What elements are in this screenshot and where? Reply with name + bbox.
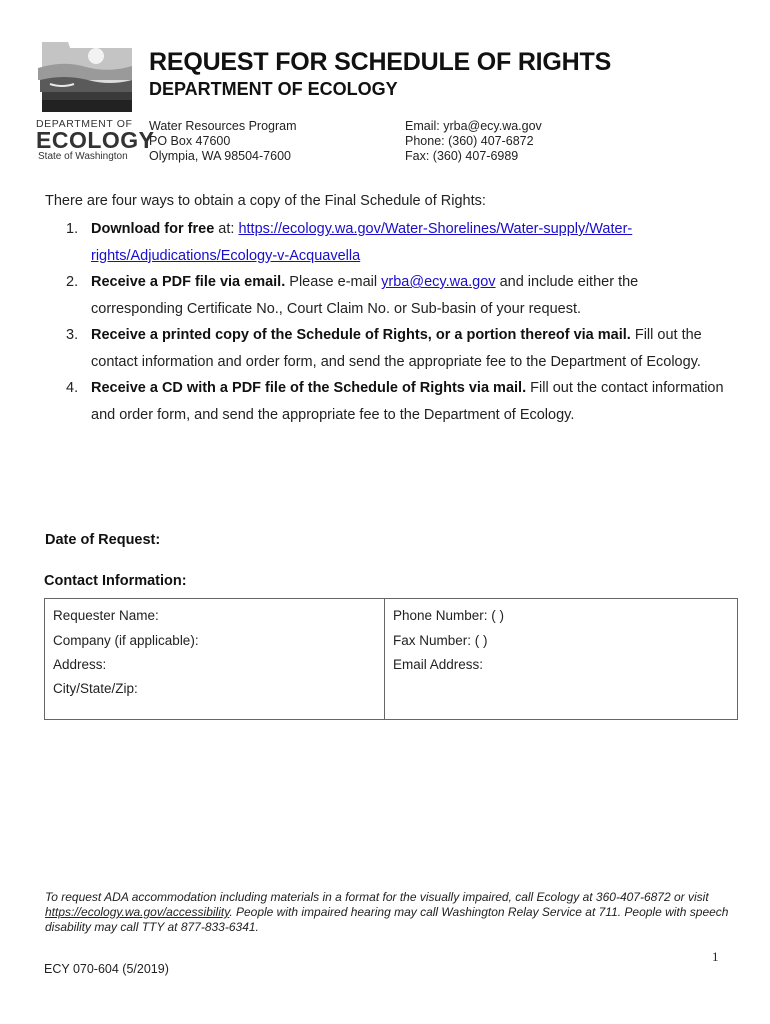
email-address-field[interactable]: Email Address:: [393, 657, 484, 672]
contact-email: Email: yrba@ecy.wa.gov: [405, 119, 542, 133]
list-item: [45, 269, 725, 322]
way-title: Receive a printed copy of the Schedule of Rights, or a portion thereof via mail.: [91, 327, 631, 343]
list-number: 3.: [66, 327, 79, 343]
accessibility-link[interactable]: https://ecology.wa.gov/accessibility: [45, 905, 230, 919]
city-state-zip-field[interactable]: City/State/Zip:: [53, 681, 138, 696]
way-text: at:: [214, 221, 239, 237]
mailing-address: [149, 119, 297, 164]
download-link[interactable]: https://ecology.wa.gov/Water-Shorelines/Water-supply/Water-rights/Adjudications/Ecology-v-Acquavella: [91, 221, 633, 264]
contact-block: [405, 119, 542, 164]
date-of-request-label: Date of Request:: [45, 532, 161, 548]
contact-information-table: [44, 598, 738, 720]
list-item: [45, 322, 725, 375]
way-title: Receive a CD with a PDF file of the Schedule of Rights via mail.: [91, 380, 527, 396]
ada-notice: [45, 890, 735, 935]
page-subtitle: DEPARTMENT OF ECOLOGY: [149, 79, 398, 99]
contact-information-label: Contact Information:: [44, 573, 187, 589]
logo-state-text: State of Washington: [38, 151, 128, 162]
list-item: [45, 375, 725, 428]
ada-text: . People with impaired hearing may call Washington Relay Service at 711. People with speech disability may call TTY at 877-833-6341.: [45, 905, 729, 934]
page-number: 1: [712, 949, 719, 964]
fax-number-field[interactable]: Fax Number: ( ): [393, 633, 488, 648]
way-text: and include either the corresponding Certificate No., Court Claim No. or Sub-basin of your request.: [91, 274, 639, 317]
ecology-logo: [34, 40, 155, 166]
ways-list: [45, 216, 725, 428]
contact-fax: Fax: (360) 407-6989: [405, 149, 519, 163]
logo-department-text: DEPARTMENT OF: [36, 118, 133, 130]
way-text: Fill out the contact information and order form, and send the appropriate fee to the Department of Ecology.: [91, 380, 724, 423]
company-field[interactable]: Company (if applicable):: [53, 633, 199, 648]
program-name: Water Resources Program: [149, 119, 297, 133]
way-text: Fill out the contact information and order form, and send the appropriate fee to the Department of Ecology.: [91, 327, 702, 370]
contact-phone: Phone: (360) 407-6872: [405, 134, 534, 148]
city-state: Olympia, WA 98504-7600: [149, 149, 291, 163]
list-number: 4.: [66, 380, 79, 396]
washington-state-logo-icon: [34, 40, 134, 114]
way-title: Receive a PDF file via email.: [91, 274, 286, 290]
ada-text: To request ADA accommodation including materials in a format for the visually impaired, call Ecology at 360-407-6872 or visit: [45, 890, 709, 904]
po-box: PO Box 47600: [149, 134, 231, 148]
phone-number-field[interactable]: Phone Number: ( ): [393, 608, 505, 623]
list-item: [45, 216, 725, 269]
way-title: Download for free: [91, 221, 215, 237]
list-number: 2.: [66, 274, 79, 290]
logo-ecology-text: ECOLOGY: [36, 127, 155, 153]
email-link[interactable]: yrba@ecy.wa.gov: [381, 274, 496, 290]
way-text: Please e-mail: [285, 274, 382, 290]
requester-name-field[interactable]: Requester Name:: [53, 608, 159, 623]
form-id: ECY 070-604 (5/2019): [44, 962, 169, 976]
address-field[interactable]: Address:: [53, 657, 107, 672]
page-title: REQUEST FOR SCHEDULE OF RIGHTS: [149, 48, 612, 76]
list-number: 1.: [66, 221, 79, 237]
table-divider: [384, 599, 385, 719]
intro-text: There are four ways to obtain a copy of the Final Schedule of Rights:: [45, 193, 486, 209]
